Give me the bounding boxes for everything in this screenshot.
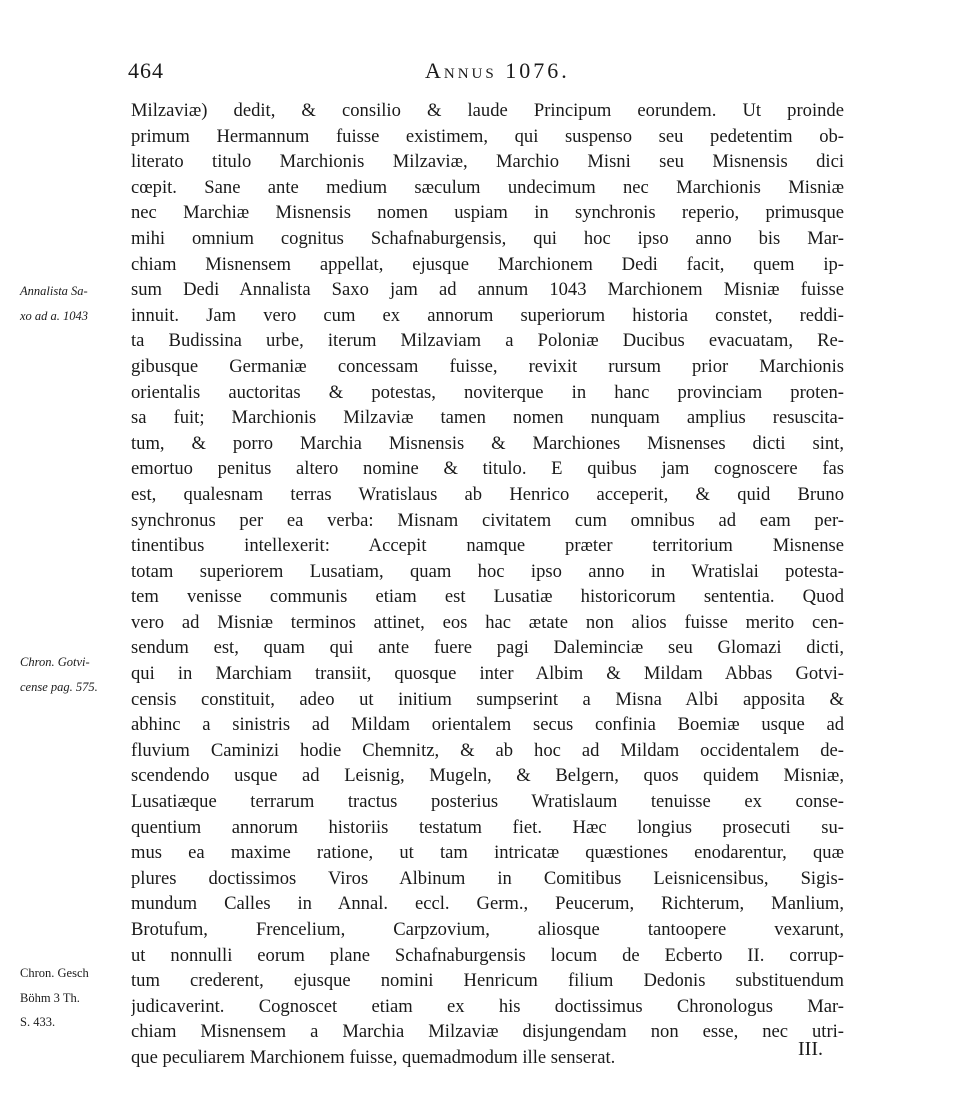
body-text xyxy=(131,98,844,1071)
margin-note-line: Böhm 3 Th. xyxy=(20,991,80,1005)
text-line: fluvium Caminizi hodie Chemnitz, & ab hoc ad Mildam occidentalem de- xyxy=(131,739,844,761)
text-line: tinentibus intellexerit: Accepit namque præter territorium Misnense xyxy=(131,535,844,557)
text-line: Milzaviæ) dedit, & consilio & laude Principum eorundem. Ut proinde xyxy=(131,100,844,121)
text-line: ut nonnulli eorum plane Schafnaburgensis locum de Ecberto II. corrup- xyxy=(131,944,844,966)
text-line: que peculiarem Marchionem fuisse, quemadmodum ille senserat. xyxy=(131,1046,616,1068)
catchword: III. xyxy=(798,1038,823,1060)
text-line: chiam Misnensem a Marchia Milzaviæ disjungendam non esse, nec utri- xyxy=(131,1021,844,1043)
text-line: mundum Calles in Annal. eccl. Germ., Peucerum, Richterum, Manlium, xyxy=(131,893,844,915)
page-number: 464 xyxy=(128,58,164,83)
margin-note-line: Annalista Sa- xyxy=(20,284,88,298)
margin-note-line: cense pag. 575. xyxy=(20,680,98,694)
text-line: mihi omnium cognitus Schafnaburgensis, qui hoc ipso anno bis Mar- xyxy=(131,227,844,249)
text-line: innuit. Jam vero cum ex annorum superiorum historia constet, reddi- xyxy=(131,304,844,326)
text-line: gibusque Germaniæ concessam fuisse, revixit rursum prior Marchionis xyxy=(131,355,844,377)
text-line: chiam Misnensem appellat, ejusque Marchionem Dedi facit, quem ip- xyxy=(131,253,844,275)
text-line: sa fuit; Marchionis Milzaviæ tamen nomen nunquam amplius resuscita- xyxy=(131,407,844,429)
running-title: Annus 1076. xyxy=(425,58,570,83)
margin-note-line: S. 433. xyxy=(20,1015,56,1029)
text-line: ta Budissina urbe, iterum Milzaviam a Poloniæ Ducibus evacuatam, Re- xyxy=(131,330,844,352)
margin-note-line: xo ad a. 1043 xyxy=(20,309,89,323)
text-line: censis constituit, adeo ut initium sumpserint a Misna Albi apposita & xyxy=(131,688,844,710)
margin-note-chron-gotvicense xyxy=(20,655,98,694)
text-line: primum Hermannum fuisse existimem, qui suspenso seu pedetentim ob- xyxy=(131,125,844,147)
text-line: emortuo penitus altero nomine & titulo. E quibus jam cognoscere fas xyxy=(131,458,844,480)
text-line: mus ea maxime ratione, ut tam intricatæ quæstiones enodarentur, quæ xyxy=(131,842,844,864)
text-line: scendendo usque ad Leisnig, Mugeln, & Belgern, quos quidem Misniæ, xyxy=(131,765,844,787)
text-line: Brotufum, Frencelium, Carpzovium, aliosque tantoopere vexarunt, xyxy=(131,919,844,940)
text-line: totam superiorem Lusatiam, quam hoc ipso anno in Wratislai potesta- xyxy=(131,560,844,582)
text-line: tum crederent, ejusque nomini Henricum filium Dedonis substituendum xyxy=(131,970,844,992)
margin-note-annalista xyxy=(20,284,88,323)
text-line: tem venisse communis etiam est Lusatiæ historicorum sententia. Quod xyxy=(131,586,844,608)
text-line: tum, & porro Marchia Misnensis & Marchiones Misnenses dicti sint, xyxy=(131,432,844,454)
text-line: qui in Marchiam transiit, quosque inter Albim & Mildam Abbas Gotvi- xyxy=(131,663,844,685)
text-line: quentium annorum historiis testatum fiet. Hæc longius prosecuti su- xyxy=(131,816,844,838)
text-line: est, qualesnam terras Wratislaus ab Henrico acceperit, & quid Bruno xyxy=(131,483,844,505)
text-line: Lusatiæque terrarum tractus posterius Wratislaum tenuisse ex conse- xyxy=(131,791,844,813)
text-line: judicaverint. Cognoscet etiam ex his doctissimus Chronologus Mar- xyxy=(131,995,844,1017)
text-line: orientalis auctoritas & potestas, noviterque in hanc provinciam proten- xyxy=(131,381,844,403)
text-line: abhinc a sinistris ad Mildam orientalem secus confinia Boemiæ usque ad xyxy=(131,714,844,736)
margin-note-line: Chron. Gesch xyxy=(20,966,89,980)
text-line: plures doctissimos Viros Albinum in Comitibus Leisnicensibus, Sigis- xyxy=(131,867,844,889)
text-line: sendum est, quam qui ante fuere pagi Daleminciæ seu Glomazi dicti, xyxy=(131,637,844,659)
text-line: synchronus per ea verba: Misnam civitatem cum omnibus ad eam per- xyxy=(131,509,844,531)
text-line: vero ad Misniæ terminos attinet, eos hac ætate non alios fuisse merito cen- xyxy=(131,611,844,633)
text-line: literato titulo Marchionis Milzaviæ, Marchio Misni seu Misnensis dici xyxy=(131,151,844,173)
text-line: sum Dedi Annalista Saxo jam ad annum 1043 Marchionem Misniæ fuisse xyxy=(131,279,844,301)
margin-note-chron-bohm xyxy=(20,966,89,1029)
margin-note-line: Chron. Gotvi- xyxy=(20,655,90,669)
text-line: nec Marchiæ Misnensis nomen uspiam in synchronis reperio, primusque xyxy=(131,202,844,224)
text-line: cœpit. Sane ante medium sæculum undecimum nec Marchionis Misniæ xyxy=(131,176,844,198)
